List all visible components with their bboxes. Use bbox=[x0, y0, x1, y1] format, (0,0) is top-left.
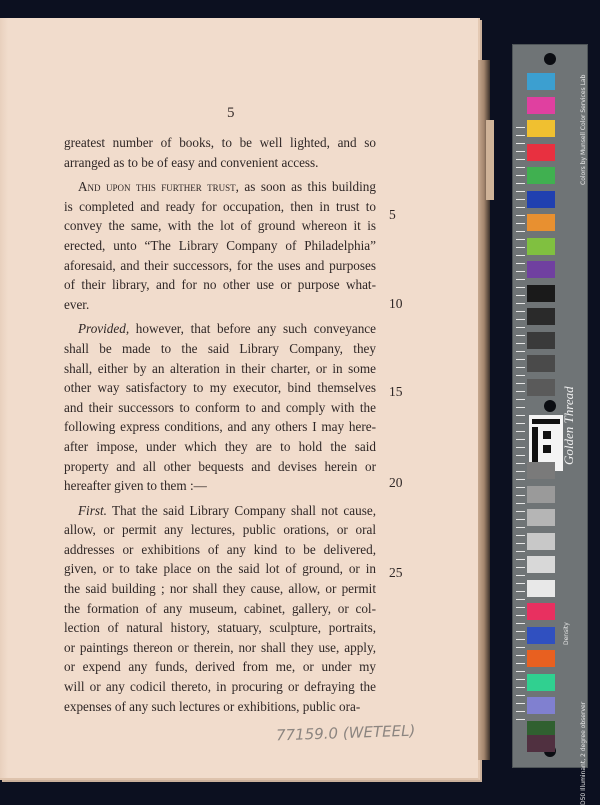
text-line: the said building ; nor shall they cause, allow, or permit bbox=[64, 581, 376, 597]
line-number: 20 bbox=[389, 475, 403, 490]
target-brand-label: Golden Thread bbox=[561, 386, 576, 465]
target-illuminant-label: D50 Illuminant, 2 degree observer bbox=[580, 701, 587, 805]
punch-hole bbox=[544, 400, 556, 412]
color-swatch bbox=[527, 191, 555, 208]
color-swatch bbox=[527, 735, 555, 752]
text-line: will or any codicil thereto, in procuring or defraying the bbox=[64, 679, 376, 695]
text-line: First. That the said Library Company shall not cause, bbox=[78, 502, 376, 518]
line-number: 25 bbox=[389, 565, 403, 580]
text-line: is completed and ready for occupation, then in trust to bbox=[64, 198, 376, 214]
text-line: shall be made to the said Library Company, they bbox=[64, 340, 376, 356]
text-line: shall, either by an alteration in their charter, or in some bbox=[64, 360, 376, 376]
handwritten-catalog-note: 77159.0 (WETEEL) bbox=[275, 721, 416, 745]
paragraph-provided bbox=[64, 319, 376, 495]
color-calibration-target bbox=[512, 44, 588, 805]
color-swatch bbox=[527, 120, 555, 137]
text-line: other way satisfactory to my executor, bind themselves bbox=[64, 380, 376, 396]
color-swatch bbox=[527, 697, 555, 714]
text-line: ever. bbox=[64, 296, 90, 312]
paragraph-lead: Provided, bbox=[78, 321, 130, 337]
text-line: or expend any funds, derived from me, or under my bbox=[64, 659, 376, 675]
punch-hole bbox=[544, 53, 556, 65]
text-line: following express conditions, and any others I may here- bbox=[64, 419, 376, 435]
text-line: property and all other bequests and devises herein or bbox=[64, 458, 376, 474]
color-swatch bbox=[527, 603, 555, 620]
color-swatch bbox=[527, 674, 555, 691]
color-swatch bbox=[527, 580, 555, 597]
paragraph-cont bbox=[64, 133, 376, 172]
color-swatch bbox=[527, 355, 555, 372]
color-swatch bbox=[527, 462, 555, 479]
color-swatch bbox=[527, 144, 555, 161]
color-swatch bbox=[527, 261, 555, 278]
text-line: erected, unto “The Library Company of Philadelphia” bbox=[64, 237, 376, 253]
color-swatch bbox=[527, 332, 555, 349]
text-line: And upon this further trust, as soon as this building bbox=[78, 179, 376, 195]
text-line: addresses or exhibitions of any kind to be delivered, bbox=[64, 541, 376, 557]
paragraph-lead: First. bbox=[78, 502, 107, 518]
line-number: 5 bbox=[389, 207, 396, 222]
color-swatch bbox=[527, 533, 555, 550]
color-swatch bbox=[527, 379, 555, 396]
body-text bbox=[64, 133, 376, 716]
text-line: Provided, however, that before any such conveyance bbox=[78, 321, 376, 337]
color-swatch bbox=[527, 556, 555, 573]
color-swatch bbox=[527, 285, 555, 302]
color-swatch bbox=[527, 627, 555, 644]
line-number: 15 bbox=[389, 384, 403, 399]
line-number: 10 bbox=[389, 296, 403, 311]
color-swatch bbox=[527, 509, 555, 526]
text-line: aforesaid, and their successors, for the uses and purposes bbox=[64, 257, 376, 273]
text-line: lection of natural history, statuary, sculpture, portraits, bbox=[64, 620, 376, 636]
paragraph-lead: And upon this further trust, bbox=[78, 179, 239, 195]
text-line: convey the same, with the lot of ground whereon it is bbox=[64, 218, 376, 234]
target-ruler bbox=[516, 127, 525, 727]
page-tab bbox=[486, 120, 494, 200]
text-line: arranged as to be of easy and convenient access. bbox=[64, 154, 319, 170]
color-swatch bbox=[527, 308, 555, 325]
color-swatch bbox=[527, 486, 555, 503]
text-line: expenses of any such lectures or exhibitions, public ora- bbox=[64, 698, 361, 714]
page-number: 5 bbox=[227, 105, 235, 121]
text-line: or paintings thereon or therein, nor shall they use, apply, bbox=[64, 639, 376, 655]
color-swatch bbox=[527, 97, 555, 114]
text-line: given, or to take place on the said lot of ground, or in bbox=[64, 561, 376, 577]
paragraph-trust bbox=[64, 177, 376, 314]
color-swatch bbox=[527, 238, 555, 255]
paragraph-first bbox=[64, 501, 376, 717]
color-swatch bbox=[527, 214, 555, 231]
color-swatch bbox=[527, 167, 555, 184]
color-swatch bbox=[527, 73, 555, 90]
target-vendor-label: Colors by Munsell Color Services Lab bbox=[580, 74, 587, 185]
text-line: after impose, under which they are to hold the said bbox=[64, 438, 376, 454]
text-line: allow, or permit any lectures, public orations, or oral bbox=[64, 522, 376, 538]
text-line: and their successors to conform to and comply with the bbox=[64, 399, 376, 415]
color-swatch bbox=[527, 650, 555, 667]
text-line: greatest number of books, to be well lighted, and so bbox=[64, 135, 376, 150]
text-line: the formation of any museum, cabinet, gallery, or col- bbox=[64, 600, 376, 616]
text-line: hereafter given to them :— bbox=[64, 478, 207, 494]
text-line: of their library, and for no other use or purpose what- bbox=[64, 277, 376, 293]
target-density-label: Density bbox=[563, 622, 570, 645]
